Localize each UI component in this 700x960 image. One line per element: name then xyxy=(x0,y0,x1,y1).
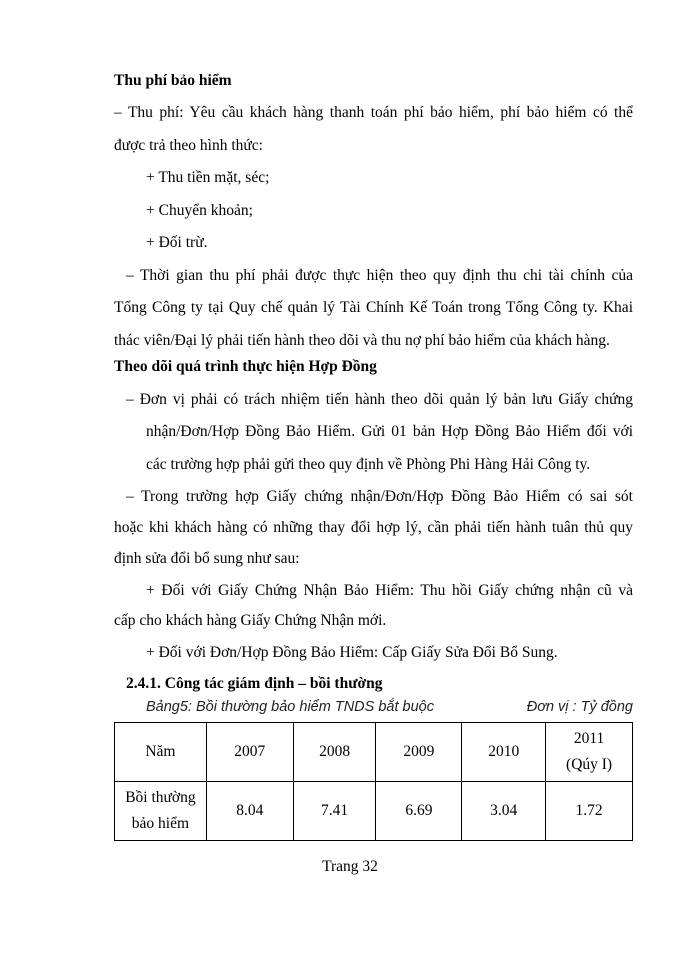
table-cell: 3.04 xyxy=(462,782,546,841)
row-label-line-1: Bồi thường xyxy=(125,789,196,806)
table-row xyxy=(115,782,633,841)
fee-paragraph-2-line-1: – Thời gian thu phí phải được thực hiện theo quy định thu chi tài chính của xyxy=(126,267,633,284)
header-year: 2008 xyxy=(293,723,376,782)
table-cell: 6.69 xyxy=(376,782,462,841)
tracking-paragraph-2-line-1: – Trong trường hợp Giấy chứng nhận/Đơn/Hợp Đồng Bảo Hiểm có sai sót xyxy=(126,488,633,505)
table-unit: Đơn vị : Tỷ đồng xyxy=(526,699,633,715)
fee-item-offset: + Đối trừ. xyxy=(146,234,208,251)
tracking-paragraph-1-line-1: – Đơn vị phải có trách nhiệm tiến hành theo dõi quản lý bản lưu Giấy chứng xyxy=(126,391,633,408)
header-year-2011-value: 2011 xyxy=(573,730,605,747)
page-number: Trang 32 xyxy=(322,858,378,875)
header-year: 2010 xyxy=(462,723,546,782)
tracking-paragraph-2-line-2: hoặc khi khách hàng có những thay đổi hợp lý, cần phải tiến hành tuân thủ quy xyxy=(114,519,633,536)
subsection-title: 2.4.1. Công tác giám định – bồi thường xyxy=(126,675,383,692)
tracking-section-title: Theo dõi quá trình thực hiện Hợp Đồng xyxy=(114,358,377,375)
header-year-2011-note: (Qúy I) xyxy=(566,756,613,773)
tracking-item-certificate-line-1: + Đối với Giấy Chứng Nhận Bảo Hiểm: Thu hồi Giấy chứng nhận cũ và xyxy=(146,582,633,599)
tracking-paragraph-1-line-3: các trường hợp phải gửi theo quy định về Phòng Phi Hàng Hải Công ty. xyxy=(146,456,591,473)
tracking-paragraph-1-line-2: nhận/Đơn/Hợp Đồng Bảo Hiểm. Gửi 01 bản Hợp Đồng Bảo Hiểm đối với xyxy=(146,423,633,440)
header-year: 2007 xyxy=(206,723,293,782)
fee-paragraph-1-line-2: được trả theo hình thức: xyxy=(114,137,263,154)
table-caption: Bảng5: Bồi thường bảo hiểm TNDS bắt buộc xyxy=(146,699,434,715)
row-label xyxy=(115,782,207,841)
table-cell: 7.41 xyxy=(293,782,376,841)
table-cell: 8.04 xyxy=(206,782,293,841)
table-header-row xyxy=(115,723,633,782)
row-label-line-2: bảo hiểm xyxy=(131,815,190,832)
fee-section-title: Thu phí bảo hiểm xyxy=(114,72,232,89)
tracking-item-certificate-line-2: cấp cho khách hàng Giấy Chứng Nhận mới. xyxy=(114,612,387,629)
fee-paragraph-2-line-2: Tổng Công ty tại Quy chế quản lý Tài Chính Kế Toán trong Tổng Công ty. Khai xyxy=(114,299,633,316)
fee-paragraph-2-line-3: thác viên/Đại lý phải tiến hành theo dõi và thu nợ phí bảo hiểm của khách hàng. xyxy=(114,332,610,349)
header-year: 2009 xyxy=(376,723,462,782)
table-cell: 1.72 xyxy=(546,782,633,841)
tracking-paragraph-2-line-3: định sửa đổi bổ sung như sau: xyxy=(114,550,300,567)
header-year-label: Năm xyxy=(115,723,207,782)
fee-item-transfer: + Chuyển khoản; xyxy=(146,202,253,219)
fee-item-cash: + Thu tiền mặt, séc; xyxy=(146,169,270,186)
header-year-2011 xyxy=(546,723,633,782)
tracking-item-contract: + Đối với Đơn/Hợp Đồng Bảo Hiểm: Cấp Giấy Sửa Đổi Bổ Sung. xyxy=(146,644,558,661)
compensation-table xyxy=(114,722,633,841)
fee-paragraph-1-line-1: – Thu phí: Yêu cầu khách hàng thanh toán phí bảo hiểm, phí bảo hiểm có thể xyxy=(114,104,633,121)
